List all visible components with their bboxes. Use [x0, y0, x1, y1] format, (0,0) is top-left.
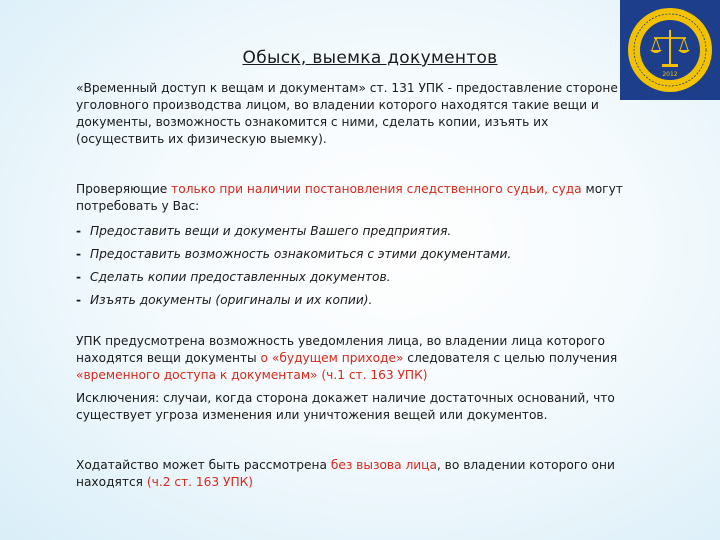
term-temporary-access: «Временный доступ к вещам и документам» ст. 131 УПК: [76, 81, 444, 95]
requirements-list: [76, 223, 636, 309]
bullet-dash: -: [76, 224, 82, 238]
list-item: - Сделать копии предоставленных документов.: [76, 270, 391, 284]
paragraph-notification: УПК предусмотрена возможность уведомления лица, во владении лица которого находятся вещи документы о «будущем приходе» следователя с целью получения «временного доступа к документам» (ч.1 ст. 163 УПК): [76, 334, 618, 382]
paragraph-temporary-access: «Временный доступ к вещам и документам» ст. 131 УПК - предоставление стороне уголовного производства лицом, во владении которого находятся такие вещи и документы, возможность ознакомится с ними, сделать копии, изъять их (осуществить их физическую выемку).: [76, 81, 618, 146]
logo-year: 2012: [662, 71, 678, 78]
paragraph-inspectors: Проверяющие только при наличии постановления следственного судьи, суда могут потребовать у Вас:: [76, 182, 623, 213]
bullet-dash: -: [76, 270, 82, 284]
highlight-temporary-access: «временного доступа к документам»: [76, 368, 318, 382]
highlight-without-summons: без вызова лица: [330, 458, 437, 472]
paragraph-petition: Ходатайство может быть рассмотрена без вызова лица, во владении которого они находятся (ч.2 ст. 163 УПК): [76, 458, 615, 489]
bullet-dash: -: [76, 247, 82, 261]
article-reference: (ч.1 ст. 163 УПК): [321, 368, 428, 382]
slide-content: [76, 80, 636, 491]
list-item: - Изъять документы (оригиналы и их копии).: [76, 293, 373, 307]
highlight-future-visit: о «будущем приходе»: [260, 351, 404, 365]
slide-title: Обыск, выемка документов: [242, 48, 498, 68]
list-item: - Предоставить вещи и документы Вашего предприятия.: [76, 224, 452, 238]
bullet-dash: -: [76, 293, 82, 307]
list-item: - Предоставить возможность ознакомиться с этими документами.: [76, 247, 512, 261]
highlight-court-order: только при наличии постановления следственного судьи, суда: [171, 182, 582, 196]
article-reference: (ч.2 ст. 163 УПК): [146, 475, 254, 489]
paragraph-exceptions: Исключения: случаи, когда сторона докажет наличие достаточных оснований, что существует угроза изменения или уничтожения вещей или документов.: [76, 391, 615, 422]
